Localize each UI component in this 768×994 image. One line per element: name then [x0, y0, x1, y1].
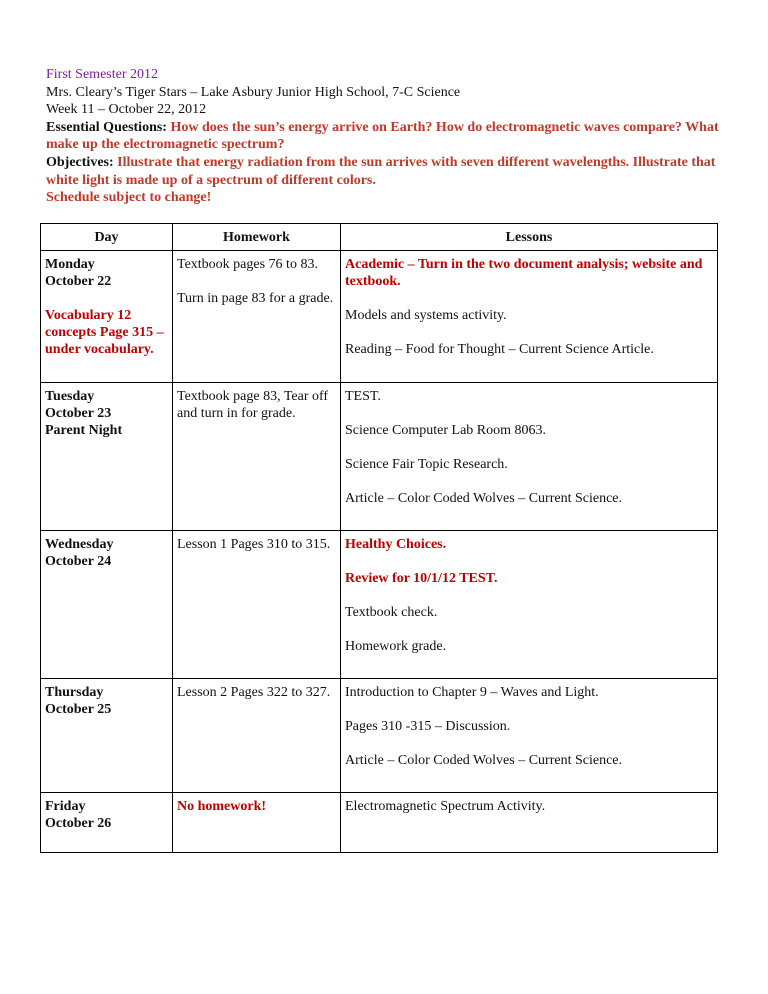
day-name: Thursday — [45, 685, 104, 700]
lesson-item: Article – Color Coded Wolves – Current Science. — [345, 753, 622, 768]
essential-questions — [46, 119, 726, 154]
homework-item: Turn in page 83 for a grade. — [177, 291, 334, 306]
lesson-item: Science Computer Lab Room 8063. — [345, 423, 547, 438]
day-name: Tuesday — [45, 389, 95, 404]
eq-text: How does the sun’s energy arrive on Earth? How do electromagnetic waves compare? What make up the electromagnetic spectrum? — [46, 119, 719, 153]
document-header — [46, 66, 726, 207]
lesson-item: Healthy Choices. — [345, 537, 447, 552]
homework-item: No homework! — [177, 799, 267, 814]
day-date: October 23 — [45, 406, 112, 421]
header-lessons: Lessons — [341, 224, 718, 251]
lesson-item: Electromagnetic Spectrum Activity. — [345, 799, 546, 814]
lesson-item: TEST. — [345, 389, 381, 404]
day-name: Wednesday — [45, 537, 114, 552]
lessons-cell — [341, 793, 718, 853]
objectives — [46, 154, 726, 189]
lessons-cell — [341, 679, 718, 793]
day-cell — [41, 383, 173, 531]
class-line: Mrs. Cleary’s Tiger Stars – Lake Asbury Junior High School, 7-C Science — [46, 84, 461, 100]
obj-text: Illustrate that energy radiation from the sun arrives with seven different wavelengths. Illustrate that white light is made up of a spectrum of different colors. — [46, 154, 716, 188]
day-cell — [41, 531, 173, 679]
homework-cell — [173, 679, 341, 793]
day-date: October 25 — [45, 702, 112, 717]
table-row — [41, 679, 718, 793]
day-name: Friday — [45, 799, 86, 814]
day-cell — [41, 793, 173, 853]
lesson-item: Homework grade. — [345, 639, 447, 654]
header-day: Day — [41, 224, 173, 251]
week-line: Week 11 – October 22, 2012 — [46, 102, 207, 118]
eq-label: Essential Questions: — [46, 119, 167, 135]
lesson-item: Article – Color Coded Wolves – Current Science. — [345, 491, 622, 506]
table-row — [41, 251, 718, 383]
day-date: October 26 — [45, 816, 112, 831]
lesson-item: Reading – Food for Thought – Current Science Article. — [345, 342, 654, 357]
day-cell — [41, 679, 173, 793]
semester-title: First Semester 2012 — [46, 67, 158, 82]
table-row — [41, 531, 718, 679]
lesson-item: Pages 310 -315 – Discussion. — [345, 719, 511, 734]
homework-item: Lesson 1 Pages 310 to 315. — [177, 537, 331, 552]
homework-item: Textbook pages 76 to 83. — [177, 257, 318, 272]
table-row — [41, 383, 718, 531]
homework-cell — [173, 383, 341, 531]
day-name: Monday — [45, 257, 95, 272]
lesson-item: Introduction to Chapter 9 – Waves and Light. — [345, 685, 599, 700]
vocabulary-note: Vocabulary 12 concepts Page 315 – under vocabulary. — [45, 308, 164, 357]
schedule-notice: Schedule subject to change! — [46, 190, 212, 206]
lesson-item: Review for 10/1/12 TEST. — [345, 571, 498, 586]
homework-item: Textbook page 83, Tear off and turn in for grade. — [177, 389, 329, 421]
obj-label: Objectives: — [46, 154, 114, 170]
table-row — [41, 793, 718, 853]
homework-cell — [173, 531, 341, 679]
homework-item: Lesson 2 Pages 322 to 327. — [177, 685, 331, 700]
lessons-cell — [341, 383, 718, 531]
lesson-item: Textbook check. — [345, 605, 438, 620]
header-homework: Homework — [173, 224, 341, 251]
table-header-row — [41, 224, 718, 251]
schedule-table — [40, 223, 718, 853]
day-event: Parent Night — [45, 423, 123, 438]
day-cell — [41, 251, 173, 383]
lessons-cell — [341, 251, 718, 383]
day-date: October 22 — [45, 274, 112, 289]
day-date: October 24 — [45, 554, 112, 569]
lesson-item: Science Fair Topic Research. — [345, 457, 508, 472]
lesson-item: Academic – Turn in the two document analysis; website and textbook. — [345, 257, 703, 289]
homework-cell — [173, 793, 341, 853]
homework-cell — [173, 251, 341, 383]
lesson-item: Models and systems activity. — [345, 308, 507, 323]
lessons-cell — [341, 531, 718, 679]
